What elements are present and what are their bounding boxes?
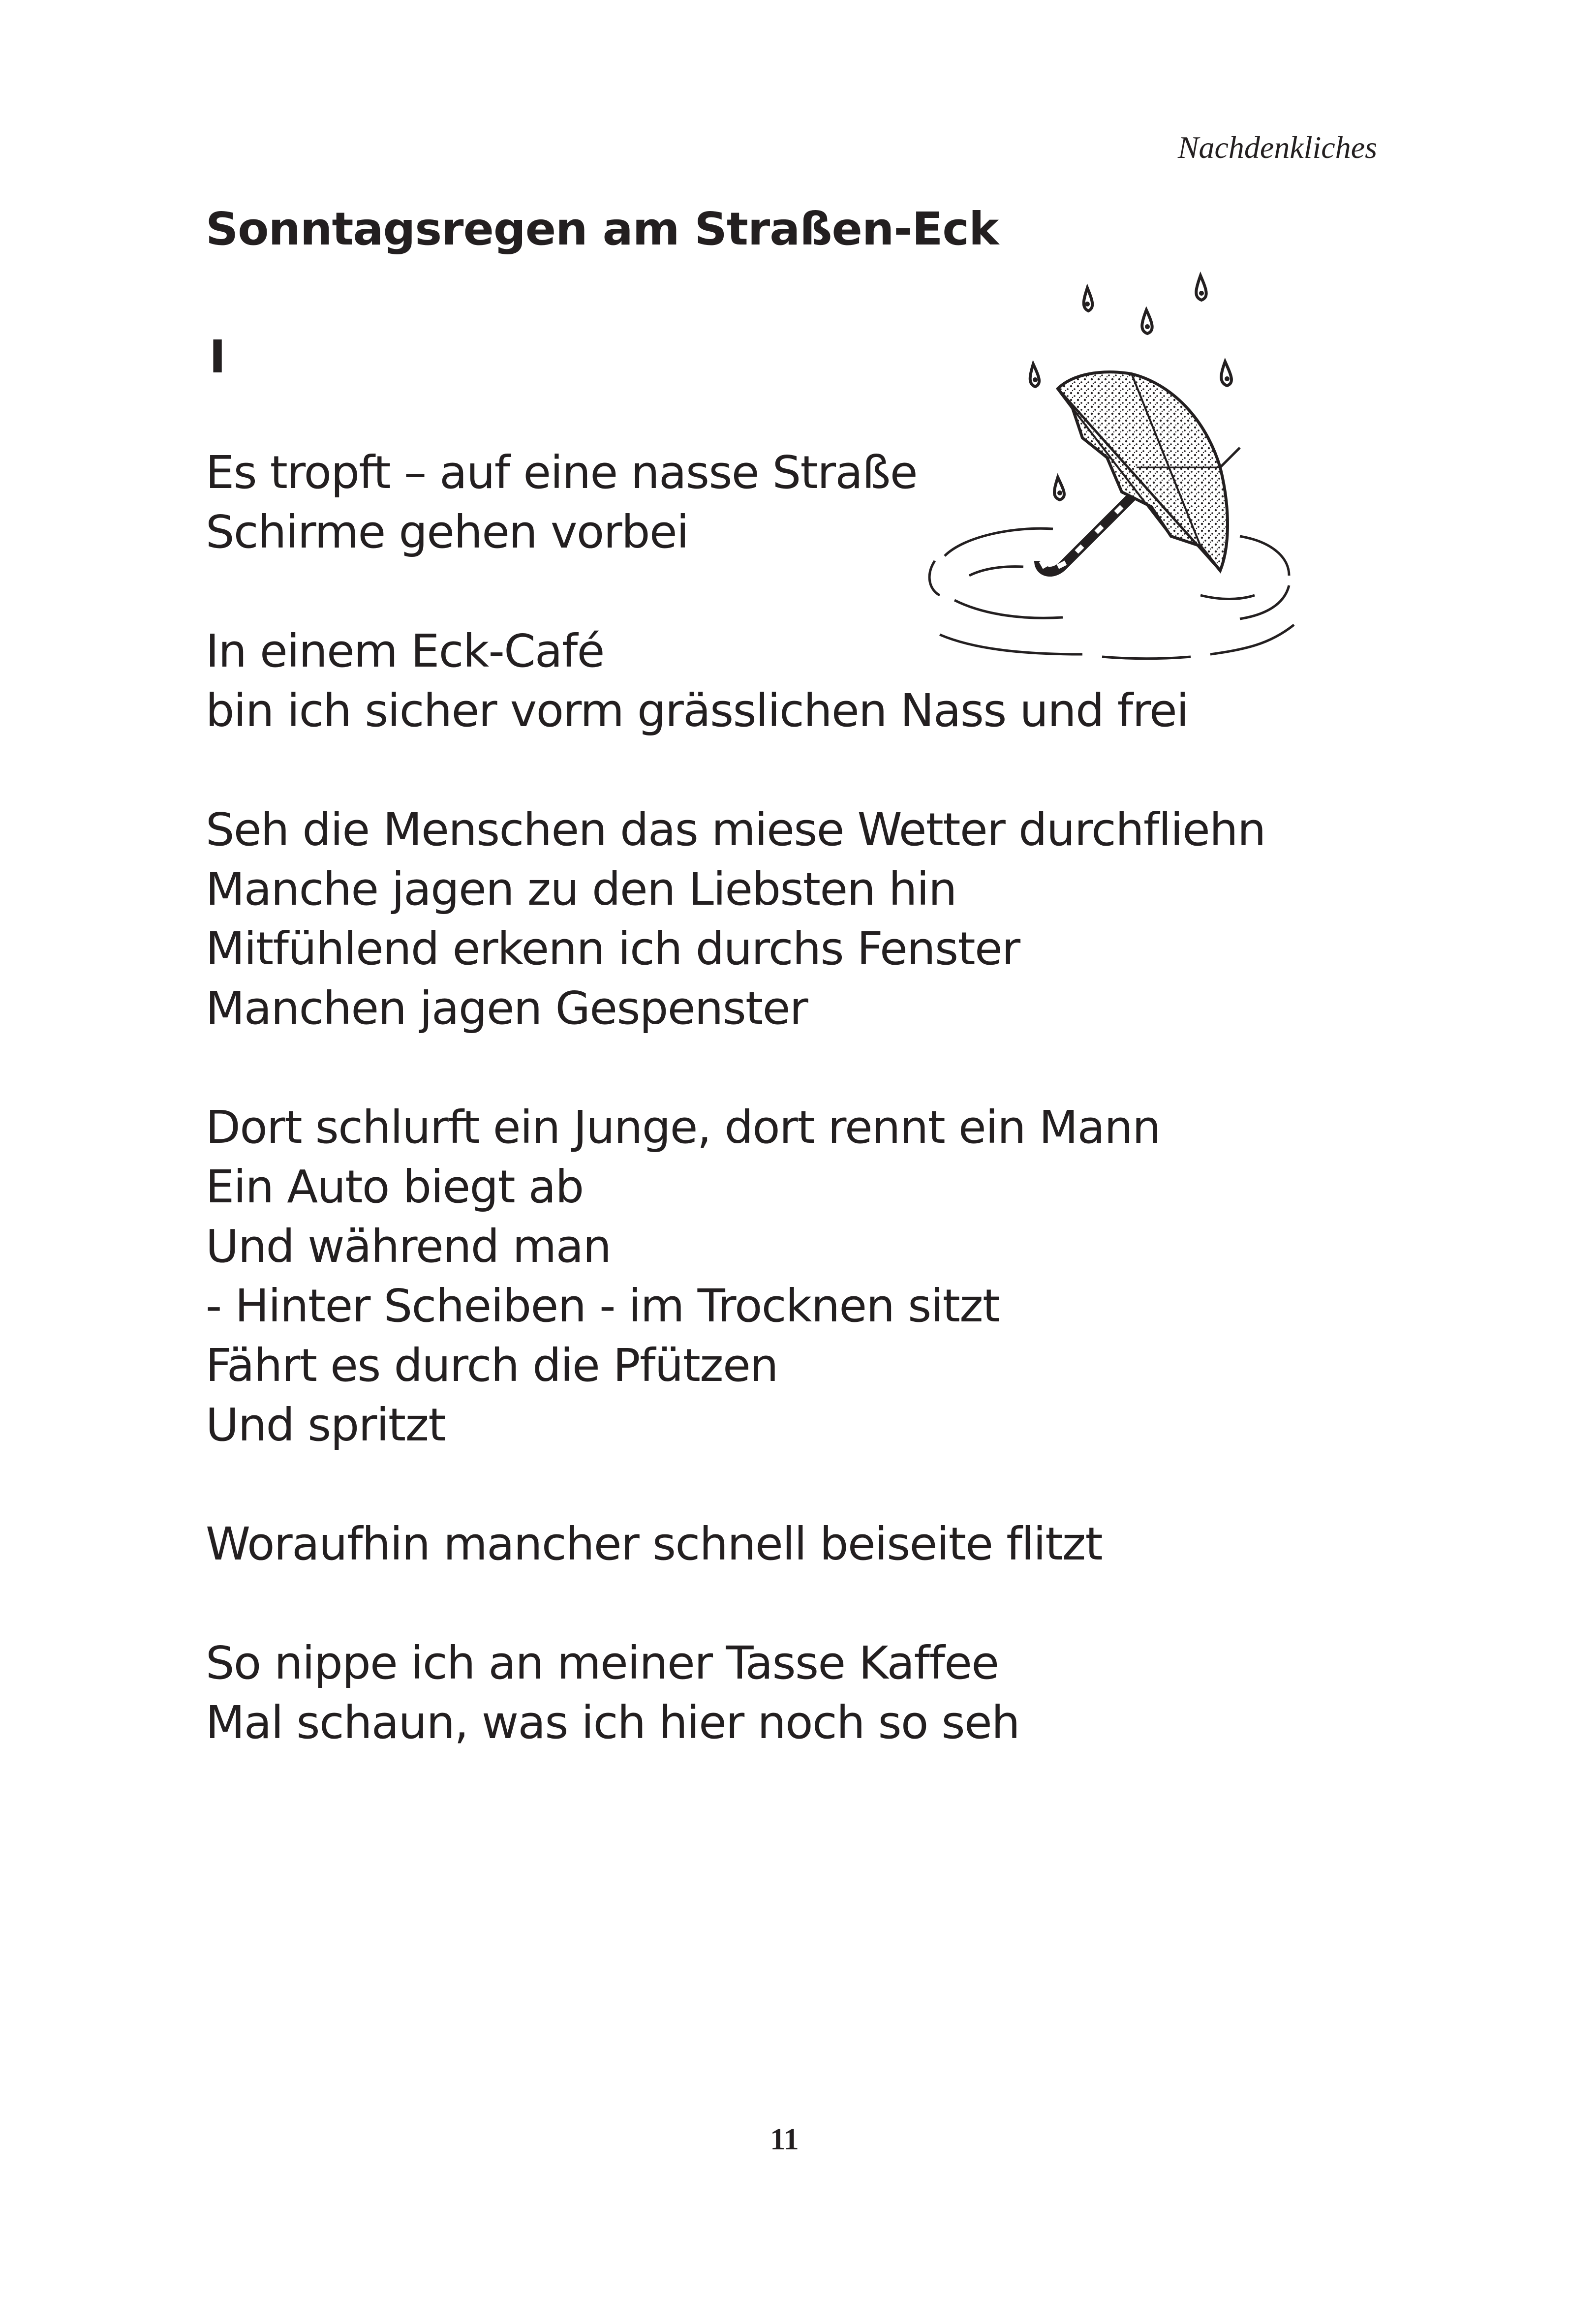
poem-line: Manchen jagen Gespenster: [206, 982, 808, 1035]
stanza-6: [206, 1633, 1337, 1752]
stanza-3: [206, 800, 1337, 1038]
poem-line: Es tropft – auf eine nasse Straße: [206, 446, 917, 499]
poem-line: Woraufhin mancher schnell beiseite flitzt: [206, 1518, 1103, 1570]
poem-line: Schirme gehen vorbei: [206, 506, 689, 558]
poem-line: bin ich sicher vorm grässlichen Nass und frei: [206, 684, 1189, 737]
poem-line: - Hinter Scheiben - im Trocknen sitzt: [206, 1280, 1000, 1332]
stanza-4: [206, 1098, 1337, 1455]
section-number: I: [209, 331, 226, 383]
poem-line: Fährt es durch die Pfützen: [206, 1339, 778, 1392]
poem-line: Ein Auto biegt ab: [206, 1161, 584, 1213]
poem-line: Manche jagen zu den Liebsten hin: [206, 863, 956, 916]
poem-line: Mal schaun, was ich hier noch so seh: [206, 1696, 1019, 1749]
stanza-1: [206, 443, 1337, 562]
poem-line: In einem Eck-Café: [206, 625, 604, 677]
running-head: Nachdenkliches: [1177, 130, 1377, 165]
stanza-5: [206, 1514, 1337, 1574]
poem-line: Und spritzt: [206, 1399, 445, 1451]
poem-line: Seh die Menschen das miese Wetter durchfliehn: [206, 803, 1265, 856]
stanza-2: [206, 621, 1337, 740]
poem-line: Dort schlurft ein Junge, dort rennt ein Mann: [206, 1101, 1161, 1154]
poem-line: Und während man: [206, 1220, 611, 1273]
poem-title: Sonntagsregen am Straßen-Eck: [206, 203, 999, 255]
poem-line: So nippe ich an meiner Tasse Kaffee: [206, 1637, 999, 1689]
poem-body: [206, 443, 1337, 1812]
poem-line: Mitfühlend erkenn ich durchs Fenster: [206, 922, 1020, 975]
page-number: 11: [770, 2123, 799, 2156]
